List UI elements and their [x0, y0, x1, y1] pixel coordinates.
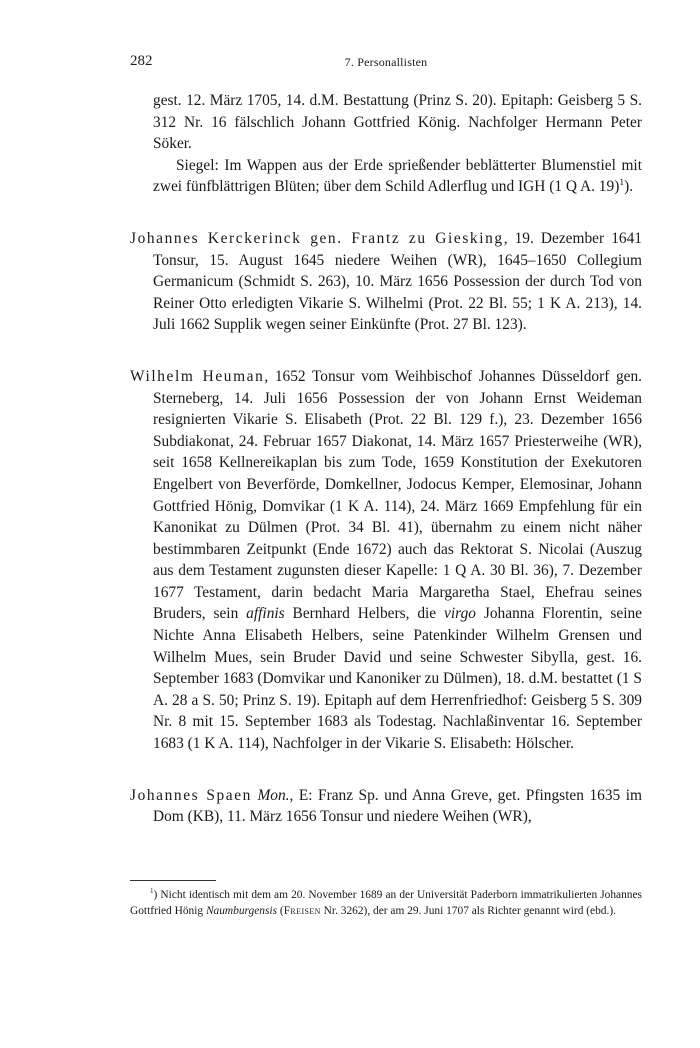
footnote-reference[interactable]: 1	[619, 177, 625, 189]
footnote-mark: 1	[150, 887, 154, 896]
seal-text: Siegel: Im Wappen aus der Erde sprießender beblätterter Blumenstiel mit zwei fünfblättrigen Blüten; über dem Schild Adlerflug und IGH (1 Q A. 19)	[153, 156, 642, 196]
footnote-rule	[130, 880, 216, 881]
running-head: 7. Personallisten	[344, 55, 428, 69]
entry-spaen	[130, 785, 642, 828]
footnote-text: Nr. 3262), der am 29. Juni 1707 als Richter genannt wird (ebd.).	[320, 905, 616, 917]
page-number: 282	[130, 53, 153, 69]
entry-name: Johannes Kerckerinck gen. Frantz zu Giesking	[130, 229, 504, 247]
entry-text: Bernhard Helbers, die	[284, 605, 445, 623]
seal-paragraph	[130, 155, 642, 198]
italic-term: Mon.	[257, 786, 290, 804]
entry-text: Johanna Florentin, seine Nichte Anna Elisabeth Helbers, seine Patenkinder Wilhelm Grensen und Wilhelm Mues, sein Bruder David und seine Schwester Sibylla, gest. 16. September 1683 (Domvikar und Kanoniker zu Dülmen), 18. d.M. bestattet (1 S A. 28 a S. 50; Prinz S. 19). Epitaph auf dem Herrenfriedhof: Geisberg 5 S. 309 Nr. 8 mit 15. September 1683 als Todestag. Nachlaßinventar 16. September 1683 (1 K A. 114), Nachfolger in der Vikarie S. Elisabeth: Hölscher.	[153, 605, 643, 753]
entry-heuman	[130, 366, 642, 755]
seal-end: ).	[624, 178, 634, 196]
entry-name: Wilhelm Heuman	[130, 367, 265, 385]
entry-name: Johannes Spaen	[130, 786, 252, 804]
italic-term: Naumburgensis	[205, 905, 278, 917]
footnote-text: ) Nicht identisch mit dem am 20. November 1689 an der Universität Paderborn immatrikulierten Johannes Gottfried Hönig	[130, 889, 642, 917]
italic-term: affinis	[246, 605, 285, 623]
entry-text: , E: Franz Sp. und Anna Greve, get. Pfingsten 1635 im Dom (KB), 11. März 1656 Tonsur und niedere Weihen (WR),	[153, 786, 642, 826]
entry-kerckerinck	[130, 228, 642, 336]
entry-text: , 19. Dezember 1641 Tonsur, 15. August 1645 niedere Weihen (WR), 1645–1650 Collegium Germanicum (Schmidt S. 263), 10. März 1656 Possession der durch Tod von Reiner Otto erledigten Vikarie S. Wilhelmi (Prot. 22 Bl. 55; 1 K A. 213), 14. Juli 1662 Supplik wegen seiner Einkünfte (Prot. 27 Bl. 123).	[153, 229, 642, 334]
continuation-text: gest. 12. März 1705, 14. d.M. Bestattung (Prinz S. 20). Epitaph: Geisberg 5 S. 312 Nr. 16 fälschlich Johann Gottfried König. Nachfolger Hermann Peter Söker.	[153, 92, 642, 153]
entry-text: , 1652 Tonsur vom Weihbischof Johannes Düsseldorf gen. Sterneberg, 14. Juli 1656 Possession der von Johann Ernst Weideman resignierten Vikarie S. Elisabeth (Prot. 22 Bl. 129 f.), 23. Dezember 1656 Subdiakonat, 24. Februar 1657 Diakonat, 14. März 1657 Priesterweihe (WR), seit 1658 Kellnereikaplan bis zum Tode, 1659 Konstitution der Exekutoren Engelbert von Beverförde, Domkellner, Jodocus Kemper, Elemosinar, Johann Gottfried Hönig, Domvikar (1 K A. 114), 24. März 1669 Empfehlung für ein Kanonikat zu Dülmen (Prot. 34 Bl. 41), übernahm zu einem nicht näher bestimmbaren Zeitpunkt (Ende 1672) auch das Rektorat S. Nicolai (Auszug aus dem Testament zugunsten dieser Kapelle: 1 Q A. 30 Bl. 36), 7. Dezember 1677 Testament, darin bedacht Maria Margaretha Stael, Ehefrau seines Bruders, sein	[153, 367, 643, 623]
page-header	[130, 53, 642, 73]
main-text	[130, 90, 642, 828]
footnote	[130, 887, 642, 919]
author-name: Freisen	[283, 905, 321, 917]
footnote-text: (	[277, 905, 284, 917]
italic-term: virgo	[444, 605, 476, 623]
entry-continuation	[130, 90, 642, 155]
